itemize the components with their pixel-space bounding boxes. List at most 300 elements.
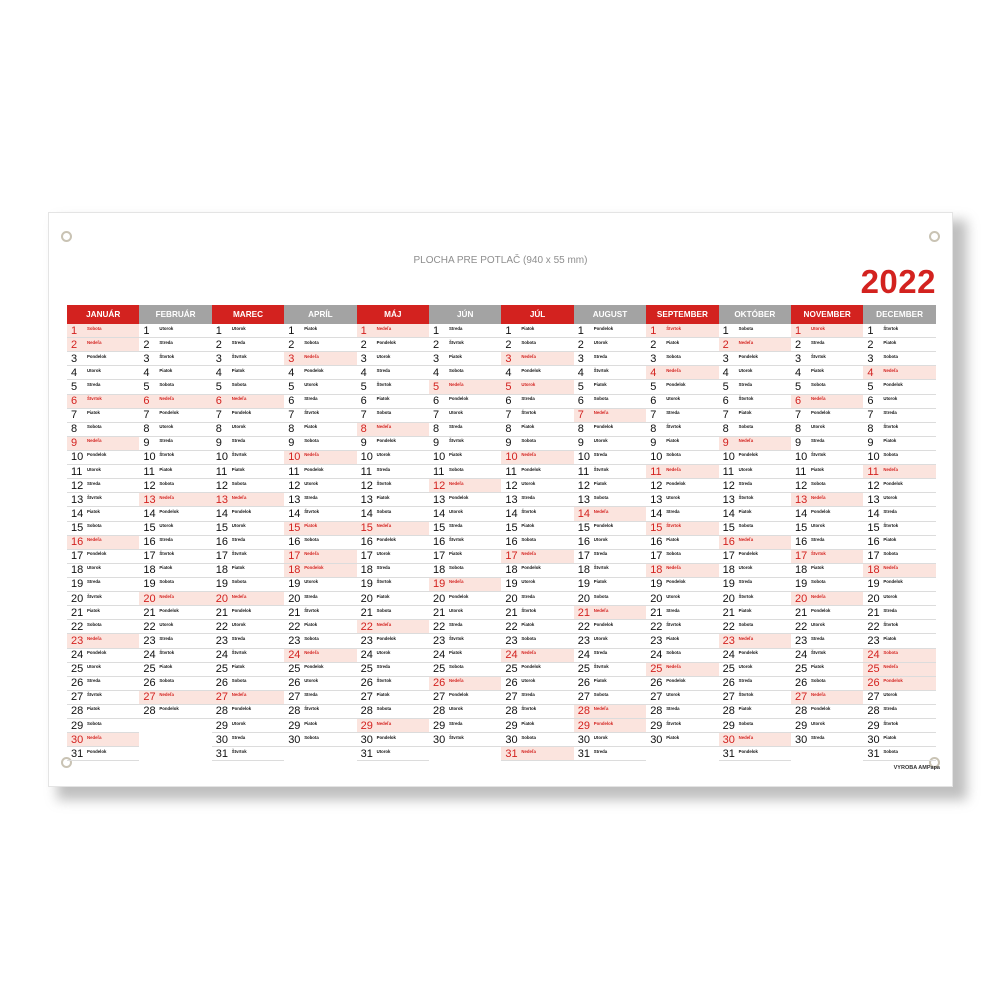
weekday-label: Štvrtok xyxy=(593,466,609,472)
day-number: 13 xyxy=(215,493,229,506)
day-row xyxy=(67,550,139,564)
day-number: 13 xyxy=(505,493,518,506)
weekday-label: Pondelok xyxy=(521,664,541,670)
day-row xyxy=(284,324,356,338)
day-number: 17 xyxy=(650,550,663,563)
day-row xyxy=(212,564,284,578)
weekday-label: Utorok xyxy=(811,325,825,331)
month-column xyxy=(863,305,935,762)
weekday-label: Piatok xyxy=(231,466,245,472)
weekday-label: Piatok xyxy=(738,410,752,416)
weekday-label: Sobota xyxy=(87,523,102,529)
day-row xyxy=(212,409,284,423)
day-row xyxy=(429,423,501,437)
weekday-label: Utorok xyxy=(666,494,681,500)
month-column xyxy=(212,305,284,762)
day-number: 16 xyxy=(71,536,84,549)
day-row xyxy=(646,606,718,620)
weekday-label: Štvrtok xyxy=(449,537,464,543)
day-number: 31 xyxy=(867,747,880,760)
weekday-label: Sobota xyxy=(666,353,681,359)
day-number: 2 xyxy=(650,338,657,351)
day-row xyxy=(357,437,429,451)
weekday-label: Nedeľa xyxy=(304,551,319,557)
day-row xyxy=(212,437,284,451)
day-number: 19 xyxy=(577,578,591,591)
day-number: 22 xyxy=(360,620,373,633)
weekday-label: Pondelok xyxy=(87,551,107,557)
day-number: 8 xyxy=(215,423,222,436)
day-number: 23 xyxy=(433,634,446,647)
weekday-label: Pondelok xyxy=(811,607,831,613)
day-number: 31 xyxy=(505,747,518,760)
day-row xyxy=(646,649,718,663)
day-number: 25 xyxy=(143,663,156,676)
day-number: 9 xyxy=(867,437,874,450)
day-row xyxy=(212,634,284,648)
weekday-label: Piatok xyxy=(87,508,100,514)
day-number: 20 xyxy=(360,592,373,605)
weekday-label: Nedeľa xyxy=(593,706,609,712)
day-row xyxy=(139,324,211,338)
day-number: 20 xyxy=(722,592,735,605)
day-row xyxy=(501,536,573,550)
day-number: 10 xyxy=(433,451,446,464)
day-row xyxy=(67,465,139,479)
day-number: 12 xyxy=(71,479,84,492)
day-row xyxy=(646,564,718,578)
day-row xyxy=(646,578,718,592)
day-row xyxy=(212,663,284,677)
weekday-label: Utorok xyxy=(811,621,825,627)
weekday-label: Nedeľa xyxy=(593,508,609,514)
day-number: 10 xyxy=(867,451,880,464)
day-number: 24 xyxy=(795,649,808,662)
day-number: 5 xyxy=(650,380,657,393)
weekday-label: Nedeľa xyxy=(159,494,174,500)
day-row xyxy=(646,451,718,465)
day-row xyxy=(863,564,935,578)
day-number: 14 xyxy=(433,507,446,520)
day-row xyxy=(646,522,718,536)
day-number: 17 xyxy=(577,550,591,563)
day-number: 20 xyxy=(650,592,663,605)
day-number: 18 xyxy=(360,564,373,577)
print-area-label: PLOCHA PRE POTLAČ (940 x 55 mm) xyxy=(413,255,588,266)
day-row xyxy=(357,423,429,437)
weekday-label: Sobota xyxy=(738,523,754,529)
day-row xyxy=(429,634,501,648)
day-number: 6 xyxy=(650,395,657,408)
weekday-label: Piatok xyxy=(883,339,897,345)
day-row xyxy=(791,380,863,394)
day-number: 28 xyxy=(288,705,301,718)
weekday-label: Streda xyxy=(449,424,463,430)
weekday-label: Utorok xyxy=(449,607,463,613)
day-row xyxy=(429,550,501,564)
weekday-label: Nedeľa xyxy=(376,621,392,627)
day-row xyxy=(429,620,501,634)
weekday-label: Nedeľa xyxy=(231,494,247,500)
weekday-label: Sobota xyxy=(231,579,247,585)
day-row xyxy=(429,493,501,507)
day-number: 11 xyxy=(288,465,300,478)
day-row xyxy=(646,663,718,677)
day-number: 30 xyxy=(867,733,880,746)
day-number: 9 xyxy=(795,437,802,450)
day-number: 23 xyxy=(71,634,84,647)
day-row xyxy=(212,733,284,747)
weekday-label: Nedeľa xyxy=(159,396,174,402)
day-number: 8 xyxy=(722,423,729,436)
day-row xyxy=(646,719,718,733)
day-number: 28 xyxy=(650,705,663,718)
weekday-label: Štvrtok xyxy=(376,678,392,684)
day-row xyxy=(863,733,935,747)
day-number: 27 xyxy=(360,691,373,704)
day-number: 16 xyxy=(433,536,446,549)
day-number: 27 xyxy=(505,691,518,704)
weekday-label: Utorok xyxy=(883,593,898,599)
weekday-label: Pondelok xyxy=(231,706,252,712)
day-number: 23 xyxy=(795,634,808,647)
day-row xyxy=(791,423,863,437)
day-number: 20 xyxy=(867,592,880,605)
weekday-label: Sobota xyxy=(593,593,609,599)
day-number: 28 xyxy=(722,705,735,718)
weekday-label: Piatok xyxy=(738,607,752,613)
day-number: 27 xyxy=(577,691,591,704)
day-number: 3 xyxy=(867,352,874,365)
weekday-label: Streda xyxy=(811,635,825,641)
day-number: 20 xyxy=(433,592,446,605)
weekday-label: Sobota xyxy=(738,720,754,726)
day-number: 6 xyxy=(722,395,729,408)
day-row xyxy=(863,493,935,507)
day-number: 16 xyxy=(577,536,591,549)
day-row xyxy=(574,550,646,564)
day-number: 3 xyxy=(577,352,584,365)
day-row xyxy=(501,564,573,578)
day-number: 26 xyxy=(360,677,373,690)
day-row xyxy=(646,437,718,451)
day-number: 19 xyxy=(867,578,880,591)
weekday-label: Piatok xyxy=(449,551,462,557)
weekday-label: Pondelok xyxy=(304,664,324,670)
day-number: 25 xyxy=(505,663,518,676)
day-row xyxy=(574,338,646,352)
weekday-label: Sobota xyxy=(593,396,609,402)
day-row xyxy=(574,592,646,606)
day-row xyxy=(863,479,935,493)
weekday-label: Štvrtok xyxy=(231,650,247,656)
day-number: 14 xyxy=(215,507,229,520)
day-row xyxy=(574,352,646,366)
day-row xyxy=(429,649,501,663)
day-row xyxy=(357,380,429,394)
day-number: 1 xyxy=(650,324,657,337)
day-row xyxy=(719,366,791,380)
weekday-label: Pondelok xyxy=(159,607,179,613)
day-number: 17 xyxy=(215,550,229,563)
day-row xyxy=(67,649,139,663)
day-row xyxy=(357,719,429,733)
day-row xyxy=(139,522,211,536)
month-column xyxy=(574,305,646,762)
day-row xyxy=(139,395,211,409)
weekday-label: Utorok xyxy=(376,452,391,458)
weekday-label: Piatok xyxy=(87,410,100,416)
day-number: 2 xyxy=(288,338,295,351)
day-number: 7 xyxy=(71,409,78,422)
day-row xyxy=(501,493,573,507)
day-number: 19 xyxy=(360,578,373,591)
day-number: 25 xyxy=(433,663,446,676)
day-row xyxy=(574,578,646,592)
day-number: 17 xyxy=(867,550,880,563)
day-row xyxy=(357,747,429,761)
day-row xyxy=(139,536,211,550)
day-number: 13 xyxy=(867,493,880,506)
weekday-label: Utorok xyxy=(738,367,753,373)
weekday-label: Piatok xyxy=(231,367,245,373)
day-number: 2 xyxy=(143,338,150,351)
day-number: 5 xyxy=(867,380,874,393)
day-number: 15 xyxy=(722,522,735,535)
day-row xyxy=(67,366,139,380)
weekday-label: Piatok xyxy=(666,635,680,641)
weekday-label: Utorok xyxy=(521,480,536,486)
day-row xyxy=(574,479,646,493)
weekday-label: Pondelok xyxy=(159,410,179,416)
day-row xyxy=(501,465,573,479)
day-row xyxy=(501,691,573,705)
day-number: 10 xyxy=(215,451,229,464)
weekday-label: Sobota xyxy=(811,480,826,486)
day-row xyxy=(284,479,356,493)
weekday-label: Pondelok xyxy=(593,424,614,430)
day-number: 8 xyxy=(433,423,440,436)
weekday-label: Sobota xyxy=(883,650,898,656)
weekday-label: Štvrtok xyxy=(449,635,464,641)
weekday-label: Piatok xyxy=(376,692,390,698)
day-number: 9 xyxy=(577,437,584,450)
day-row xyxy=(212,522,284,536)
day-row xyxy=(67,423,139,437)
weekday-label: Streda xyxy=(811,537,825,543)
day-row xyxy=(67,479,139,493)
day-row xyxy=(357,663,429,677)
day-number: 24 xyxy=(433,649,446,662)
day-row xyxy=(863,366,935,380)
day-row xyxy=(501,747,573,761)
day-row xyxy=(574,437,646,451)
day-number: 13 xyxy=(795,493,808,506)
weekday-label: Streda xyxy=(87,381,101,387)
day-number: 22 xyxy=(505,620,518,633)
weekday-label: Nedeľa xyxy=(304,452,319,458)
day-row xyxy=(212,691,284,705)
day-row xyxy=(139,352,211,366)
weekday-label: Pondelok xyxy=(376,438,396,444)
day-row xyxy=(501,380,573,394)
day-row xyxy=(212,324,284,338)
day-number: 3 xyxy=(143,352,150,365)
day-row xyxy=(357,324,429,338)
day-number: 17 xyxy=(71,550,84,563)
day-row xyxy=(67,536,139,550)
month-header: MÁJ xyxy=(357,305,429,324)
day-row xyxy=(574,324,646,338)
weekday-label: Sobota xyxy=(811,381,826,387)
day-number: 25 xyxy=(288,663,301,676)
day-row xyxy=(429,366,501,380)
day-number: 8 xyxy=(867,423,874,436)
weekday-label: Nedeľa xyxy=(231,593,247,599)
day-row xyxy=(719,507,791,521)
day-row xyxy=(67,564,139,578)
weekday-label: Streda xyxy=(87,579,101,585)
day-row xyxy=(791,451,863,465)
weekday-label: Streda xyxy=(811,734,825,740)
day-number: 4 xyxy=(505,366,512,379)
day-row xyxy=(212,677,284,691)
day-number: 10 xyxy=(722,451,735,464)
weekday-label: Piatok xyxy=(159,367,173,373)
day-number: 22 xyxy=(143,620,156,633)
day-number: 22 xyxy=(433,620,446,633)
weekday-label: Štvrtok xyxy=(521,508,537,514)
day-number: 10 xyxy=(288,451,301,464)
day-number: 11 xyxy=(433,465,445,478)
day-row xyxy=(719,465,791,479)
day-row xyxy=(501,663,573,677)
weekday-label: Utorok xyxy=(304,381,319,387)
weekday-label: Streda xyxy=(666,607,680,613)
weekday-label: Utorok xyxy=(87,565,101,571)
weekday-label: Nedeľa xyxy=(231,692,247,698)
day-number: 31 xyxy=(722,747,735,760)
day-number: 9 xyxy=(650,437,657,450)
day-number: 28 xyxy=(143,705,156,718)
weekday-label: Štvrtok xyxy=(376,579,392,585)
day-row xyxy=(719,437,791,451)
day-number: 14 xyxy=(722,507,735,520)
day-row xyxy=(646,493,718,507)
day-row xyxy=(863,649,935,663)
day-number: 8 xyxy=(577,423,584,436)
weekday-label: Piatok xyxy=(883,635,897,641)
weekday-label: Štvrtok xyxy=(449,734,464,740)
weekday-label: Štvrtok xyxy=(593,664,609,670)
weekday-label: Piatok xyxy=(883,734,897,740)
weekday-label: Sobota xyxy=(883,748,898,754)
weekday-label: Utorok xyxy=(738,664,753,670)
day-number: 12 xyxy=(577,479,591,492)
weekday-label: Utorok xyxy=(231,523,246,529)
day-row xyxy=(67,705,139,719)
day-row xyxy=(719,733,791,747)
day-row xyxy=(357,564,429,578)
day-number: 28 xyxy=(360,705,373,718)
weekday-label: Štvrtok xyxy=(811,452,826,458)
day-row xyxy=(501,423,573,437)
day-row xyxy=(501,606,573,620)
day-row xyxy=(719,451,791,465)
day-number: 12 xyxy=(722,479,735,492)
day-row xyxy=(284,451,356,465)
day-row xyxy=(646,592,718,606)
weekday-label: Nedeľa xyxy=(231,396,247,402)
day-number: 7 xyxy=(577,409,584,422)
day-row xyxy=(212,536,284,550)
weekday-label: Nedeľa xyxy=(883,565,898,571)
weekday-label: Streda xyxy=(449,325,463,331)
day-row xyxy=(501,705,573,719)
day-row xyxy=(574,705,646,719)
day-number: 18 xyxy=(143,564,156,577)
day-row xyxy=(284,663,356,677)
day-row xyxy=(719,479,791,493)
day-number: 7 xyxy=(867,409,874,422)
day-row xyxy=(284,606,356,620)
day-number: 15 xyxy=(215,522,229,535)
day-number: 6 xyxy=(505,395,512,408)
day-number: 18 xyxy=(650,564,663,577)
day-row xyxy=(791,620,863,634)
day-number: 2 xyxy=(71,338,78,351)
day-number: 26 xyxy=(143,677,156,690)
weekday-label: Štvrtok xyxy=(87,593,102,599)
day-row xyxy=(719,719,791,733)
weekday-label: Štvrtok xyxy=(738,396,754,402)
day-row xyxy=(67,634,139,648)
day-row xyxy=(67,507,139,521)
weekday-label: Streda xyxy=(376,565,390,571)
day-number: 4 xyxy=(867,366,874,379)
day-row xyxy=(719,620,791,634)
weekday-label: Streda xyxy=(593,748,608,754)
day-row xyxy=(501,395,573,409)
day-row xyxy=(791,705,863,719)
day-row xyxy=(574,507,646,521)
day-row xyxy=(863,705,935,719)
weekday-label: Nedeľa xyxy=(738,339,754,345)
weekday-label: Pondelok xyxy=(883,678,903,684)
weekday-label: Sobota xyxy=(593,494,609,500)
day-number: 29 xyxy=(505,719,518,732)
day-number: 15 xyxy=(505,522,518,535)
day-row xyxy=(429,324,501,338)
day-row xyxy=(139,634,211,648)
day-number: 26 xyxy=(288,677,301,690)
day-number: 31 xyxy=(360,747,373,760)
day-row xyxy=(212,395,284,409)
weekday-label: Nedeľa xyxy=(883,664,898,670)
weekday-label: Streda xyxy=(593,452,608,458)
day-row xyxy=(719,592,791,606)
weekday-label: Sobota xyxy=(738,424,754,430)
day-row xyxy=(67,395,139,409)
day-row xyxy=(719,338,791,352)
day-number: 9 xyxy=(143,437,150,450)
day-number: 5 xyxy=(577,380,584,393)
day-number: 5 xyxy=(288,380,295,393)
weekday-label: Streda xyxy=(738,480,752,486)
day-number: 27 xyxy=(288,691,301,704)
weekday-label: Nedeľa xyxy=(811,494,826,500)
day-number: 27 xyxy=(795,691,808,704)
